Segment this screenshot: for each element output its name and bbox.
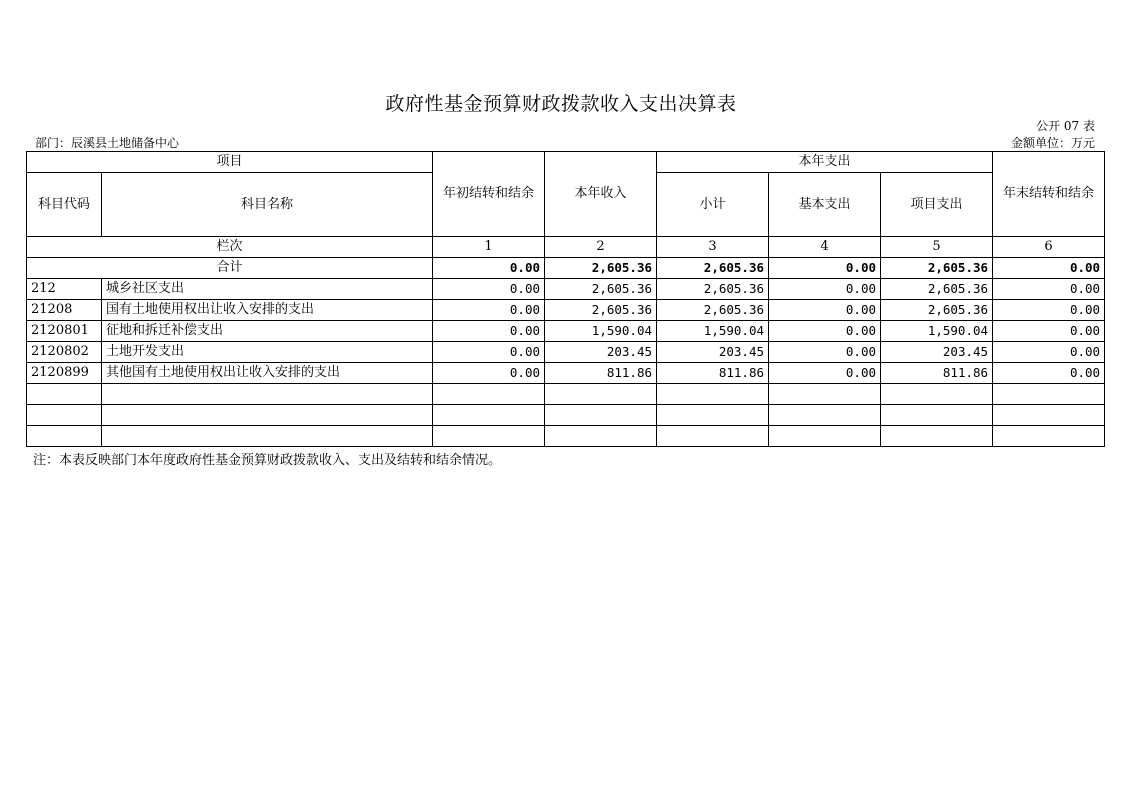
column-number-label: 栏次 (27, 237, 433, 258)
table-row (27, 342, 1105, 363)
cell-value: 0.00 (769, 279, 881, 300)
table-row (27, 363, 1105, 384)
column-number: 4 (769, 237, 881, 258)
table-row (27, 321, 1105, 342)
header-current-income: 本年收入 (545, 152, 657, 237)
subject-name: 国有土地使用权出让收入安排的支出 (102, 300, 433, 321)
empty-cell (27, 426, 102, 447)
cell-value: 0.00 (433, 321, 545, 342)
cell-value: 0.00 (433, 279, 545, 300)
amount-unit-label: 金额单位：万元 (1010, 136, 1095, 150)
empty-cell (102, 426, 433, 447)
subject-name: 征地和拆迁补偿支出 (102, 321, 433, 342)
empty-cell (102, 384, 433, 405)
total-label: 合计 (27, 258, 433, 279)
empty-cell (433, 405, 545, 426)
total-value: 2,605.36 (881, 258, 993, 279)
cell-value: 0.00 (993, 300, 1105, 321)
total-value: 0.00 (433, 258, 545, 279)
cell-value: 0.00 (993, 321, 1105, 342)
empty-cell (545, 405, 657, 426)
cell-value: 811.86 (545, 363, 657, 384)
empty-cell (657, 384, 769, 405)
cell-value: 0.00 (993, 342, 1105, 363)
total-value: 2,605.36 (657, 258, 769, 279)
empty-cell (545, 384, 657, 405)
cell-value: 2,605.36 (881, 300, 993, 321)
column-number: 3 (657, 237, 769, 258)
total-value: 0.00 (993, 258, 1105, 279)
column-number: 2 (545, 237, 657, 258)
cell-value: 2,605.36 (545, 279, 657, 300)
cell-value: 2,605.36 (545, 300, 657, 321)
cell-value: 0.00 (433, 342, 545, 363)
table-row (27, 279, 1105, 300)
budget-table (26, 151, 1105, 447)
page-title: 政府性基金预算财政拨款收入支出决算表 (385, 93, 737, 115)
empty-cell (881, 405, 993, 426)
subject-name: 土地开发支出 (102, 342, 433, 363)
empty-cell (433, 426, 545, 447)
empty-row (27, 384, 1105, 405)
empty-row (27, 426, 1105, 447)
table-row (27, 300, 1105, 321)
footnote: 注：本表反映部门本年度政府性基金预算财政拨款收入、支出及结转和结余情况。 (33, 453, 502, 468)
subject-code: 212 (27, 279, 102, 300)
empty-cell (769, 405, 881, 426)
column-number: 1 (433, 237, 545, 258)
cell-value: 1,590.04 (545, 321, 657, 342)
cell-value: 0.00 (769, 321, 881, 342)
empty-cell (881, 426, 993, 447)
column-number: 6 (993, 237, 1105, 258)
subject-name: 城乡社区支出 (102, 279, 433, 300)
cell-value: 811.86 (657, 363, 769, 384)
subject-name: 其他国有土地使用权出让收入安排的支出 (102, 363, 433, 384)
empty-cell (545, 426, 657, 447)
cell-value: 203.45 (545, 342, 657, 363)
cell-value: 0.00 (993, 279, 1105, 300)
cell-value: 0.00 (433, 300, 545, 321)
empty-cell (769, 384, 881, 405)
header-closing-balance: 年末结转和结余 (993, 152, 1105, 237)
cell-value: 203.45 (881, 342, 993, 363)
cell-value: 2,605.36 (657, 300, 769, 321)
column-number-row (27, 237, 1105, 258)
total-value: 2,605.36 (545, 258, 657, 279)
empty-cell (433, 384, 545, 405)
cell-value: 1,590.04 (881, 321, 993, 342)
header-row-1 (27, 152, 1105, 173)
empty-cell (881, 384, 993, 405)
empty-cell (27, 384, 102, 405)
cell-value: 203.45 (657, 342, 769, 363)
header-subject-name: 科目名称 (102, 173, 433, 237)
empty-cell (993, 405, 1105, 426)
header-basic-expense: 基本支出 (769, 173, 881, 237)
department-label: 部门：辰溪县土地储备中心 (35, 136, 180, 150)
header-project-expense: 项目支出 (881, 173, 993, 237)
total-row (27, 258, 1105, 279)
cell-value: 811.86 (881, 363, 993, 384)
form-number: 公开 07 表 (1036, 119, 1095, 133)
empty-cell (993, 384, 1105, 405)
cell-value: 0.00 (993, 363, 1105, 384)
empty-cell (657, 426, 769, 447)
subject-code: 21208 (27, 300, 102, 321)
column-number: 5 (881, 237, 993, 258)
empty-cell (657, 405, 769, 426)
empty-cell (27, 405, 102, 426)
total-value: 0.00 (769, 258, 881, 279)
empty-cell (769, 426, 881, 447)
cell-value: 0.00 (433, 363, 545, 384)
empty-row (27, 405, 1105, 426)
cell-value: 1,590.04 (657, 321, 769, 342)
cell-value: 2,605.36 (881, 279, 993, 300)
empty-cell (102, 405, 433, 426)
cell-value: 0.00 (769, 300, 881, 321)
empty-cell (993, 426, 1105, 447)
subject-code: 2120801 (27, 321, 102, 342)
header-item: 项目 (27, 152, 433, 173)
cell-value: 0.00 (769, 363, 881, 384)
cell-value: 2,605.36 (657, 279, 769, 300)
header-subject-code: 科目代码 (27, 173, 102, 237)
cell-value: 0.00 (769, 342, 881, 363)
subject-code: 2120802 (27, 342, 102, 363)
header-subtotal: 小计 (657, 173, 769, 237)
subject-code: 2120899 (27, 363, 102, 384)
header-current-expense: 本年支出 (657, 152, 993, 173)
header-opening-balance: 年初结转和结余 (433, 152, 545, 237)
